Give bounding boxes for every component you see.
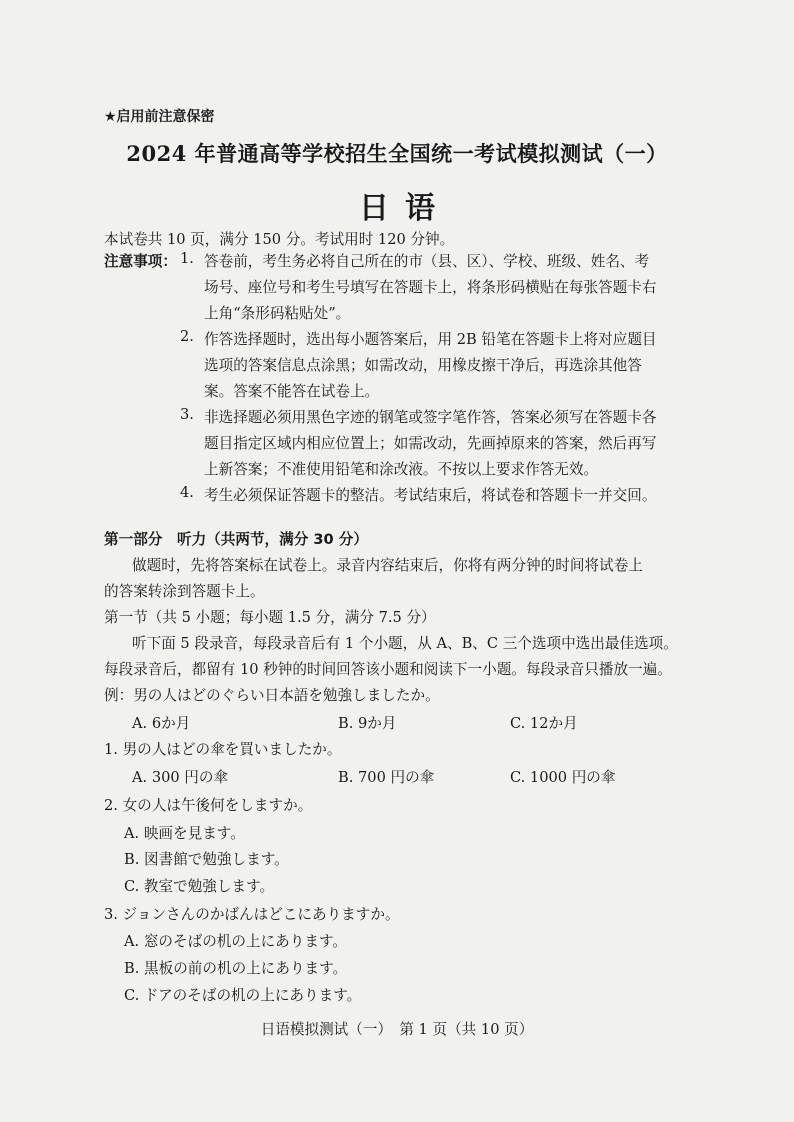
notice-item-line: 考生必须保证答题卡的整洁。考试结束后，将试卷和答题卡一并交回。 (204, 487, 657, 504)
option-a: A. 6か月 (132, 715, 191, 732)
section1-desc-line: 听下面 5 段录音，每段录音后有 1 个小题，从 A、B、C 三个选项中选出最佳选项。 (132, 635, 678, 652)
notice-label: 注意事项： (104, 253, 177, 270)
section1-heading: 第一节（共 5 小题；每小题 1.5 分，满分 7.5 分） (104, 609, 436, 626)
notice-item-number: 4. (180, 484, 194, 501)
option-c: C. 教室で勉強します。 (124, 878, 275, 895)
part1-heading: 第一部分 听力（共两节，满分 30 分） (104, 531, 368, 548)
confidential-notice: ★启用前注意保密 (104, 109, 215, 125)
option-b: B. 700 円の傘 (338, 769, 435, 786)
option-c: C. 12か月 (510, 715, 578, 732)
notice-item-line: 题目指定区域内相应位置上；如需改动，先画掉原来的答案，然后再写 (204, 435, 657, 452)
notice-item-line: 上新答案；不准使用铅笔和涂改液。不按以上要求作答无效。 (204, 461, 599, 478)
notice-item-line: 选项的答案信息点涂黑；如需改动，用橡皮擦干净后，再选涂其他答 (204, 357, 642, 374)
option-c: C. 1000 円の傘 (510, 769, 616, 786)
page-footer: 日语模拟测试（一） 第 1 页（共 10 页） (260, 1021, 534, 1038)
notice-item-line: 非选择题必须用黑色字迹的钢笔或签字笔作答，答案必须写在答题卡各 (204, 409, 657, 426)
notice-item-line: 案。答案不能答在试卷上。 (204, 383, 380, 400)
question-stem-3: 3. ジョンさんのかばんはどこにありますか。 (104, 906, 400, 923)
option-c: C. ドアのそばの机の上にあります。 (124, 987, 362, 1004)
exam-intro: 本试卷共 10 页，满分 150 分。考试用时 120 分钟。 (104, 231, 455, 248)
option-b: B. 黒板の前の机の上にあります。 (124, 960, 348, 977)
option-a: A. 300 円の傘 (132, 769, 229, 786)
notice-item-number: 2. (180, 328, 194, 345)
option-b: B. 図書館で勉強します。 (124, 851, 289, 868)
question-stem-example: 例：男の人はどのぐらい日本語を勉強しましたか。 (104, 687, 440, 704)
notice-item-number: 1. (180, 250, 194, 267)
notice-item-line: 答卷前，考生务必将自己所在的市（县、区）、学校、班级、姓名、考 (204, 253, 650, 270)
notice-item-number: 3. (180, 406, 194, 423)
question-stem-2: 2. 女の人は午後何をしますか。 (104, 797, 313, 814)
question-stem-1: 1. 男の人はどの傘を買いましたか。 (104, 741, 342, 758)
exam-title: 2024 年普通高等学校招生全国统一考试模拟测试（一） (126, 141, 668, 166)
option-b: B. 9か月 (338, 715, 397, 732)
notice-item-line: 场号、座位号和考生号填写在答题卡上，将条形码横贴在每张答题卡右 (204, 279, 657, 296)
notice-item-line: 作答选择题时，选出每小题答案后，用 2B 铅笔在答题卡上将对应题目 (204, 331, 657, 348)
section1-desc-line: 每段录音后，都留有 10 秒钟的时间回答该小题和阅读下一小题。每段录音只播放一遍。 (104, 661, 672, 678)
option-a: A. 窓のそばの机の上にあります。 (124, 933, 347, 950)
subject-title: 日语 (359, 191, 451, 226)
part1-desc-line: 的答案转涂到答题卡上。 (104, 583, 265, 600)
notice-item-line: 上角“条形码粘贴处”。 (204, 305, 351, 322)
option-a: A. 映画を見ます。 (124, 825, 245, 842)
part1-desc-line: 做题时，先将答案标在试卷上。录音内容结束后，你将有两分钟的时间将试卷上 (132, 557, 643, 574)
